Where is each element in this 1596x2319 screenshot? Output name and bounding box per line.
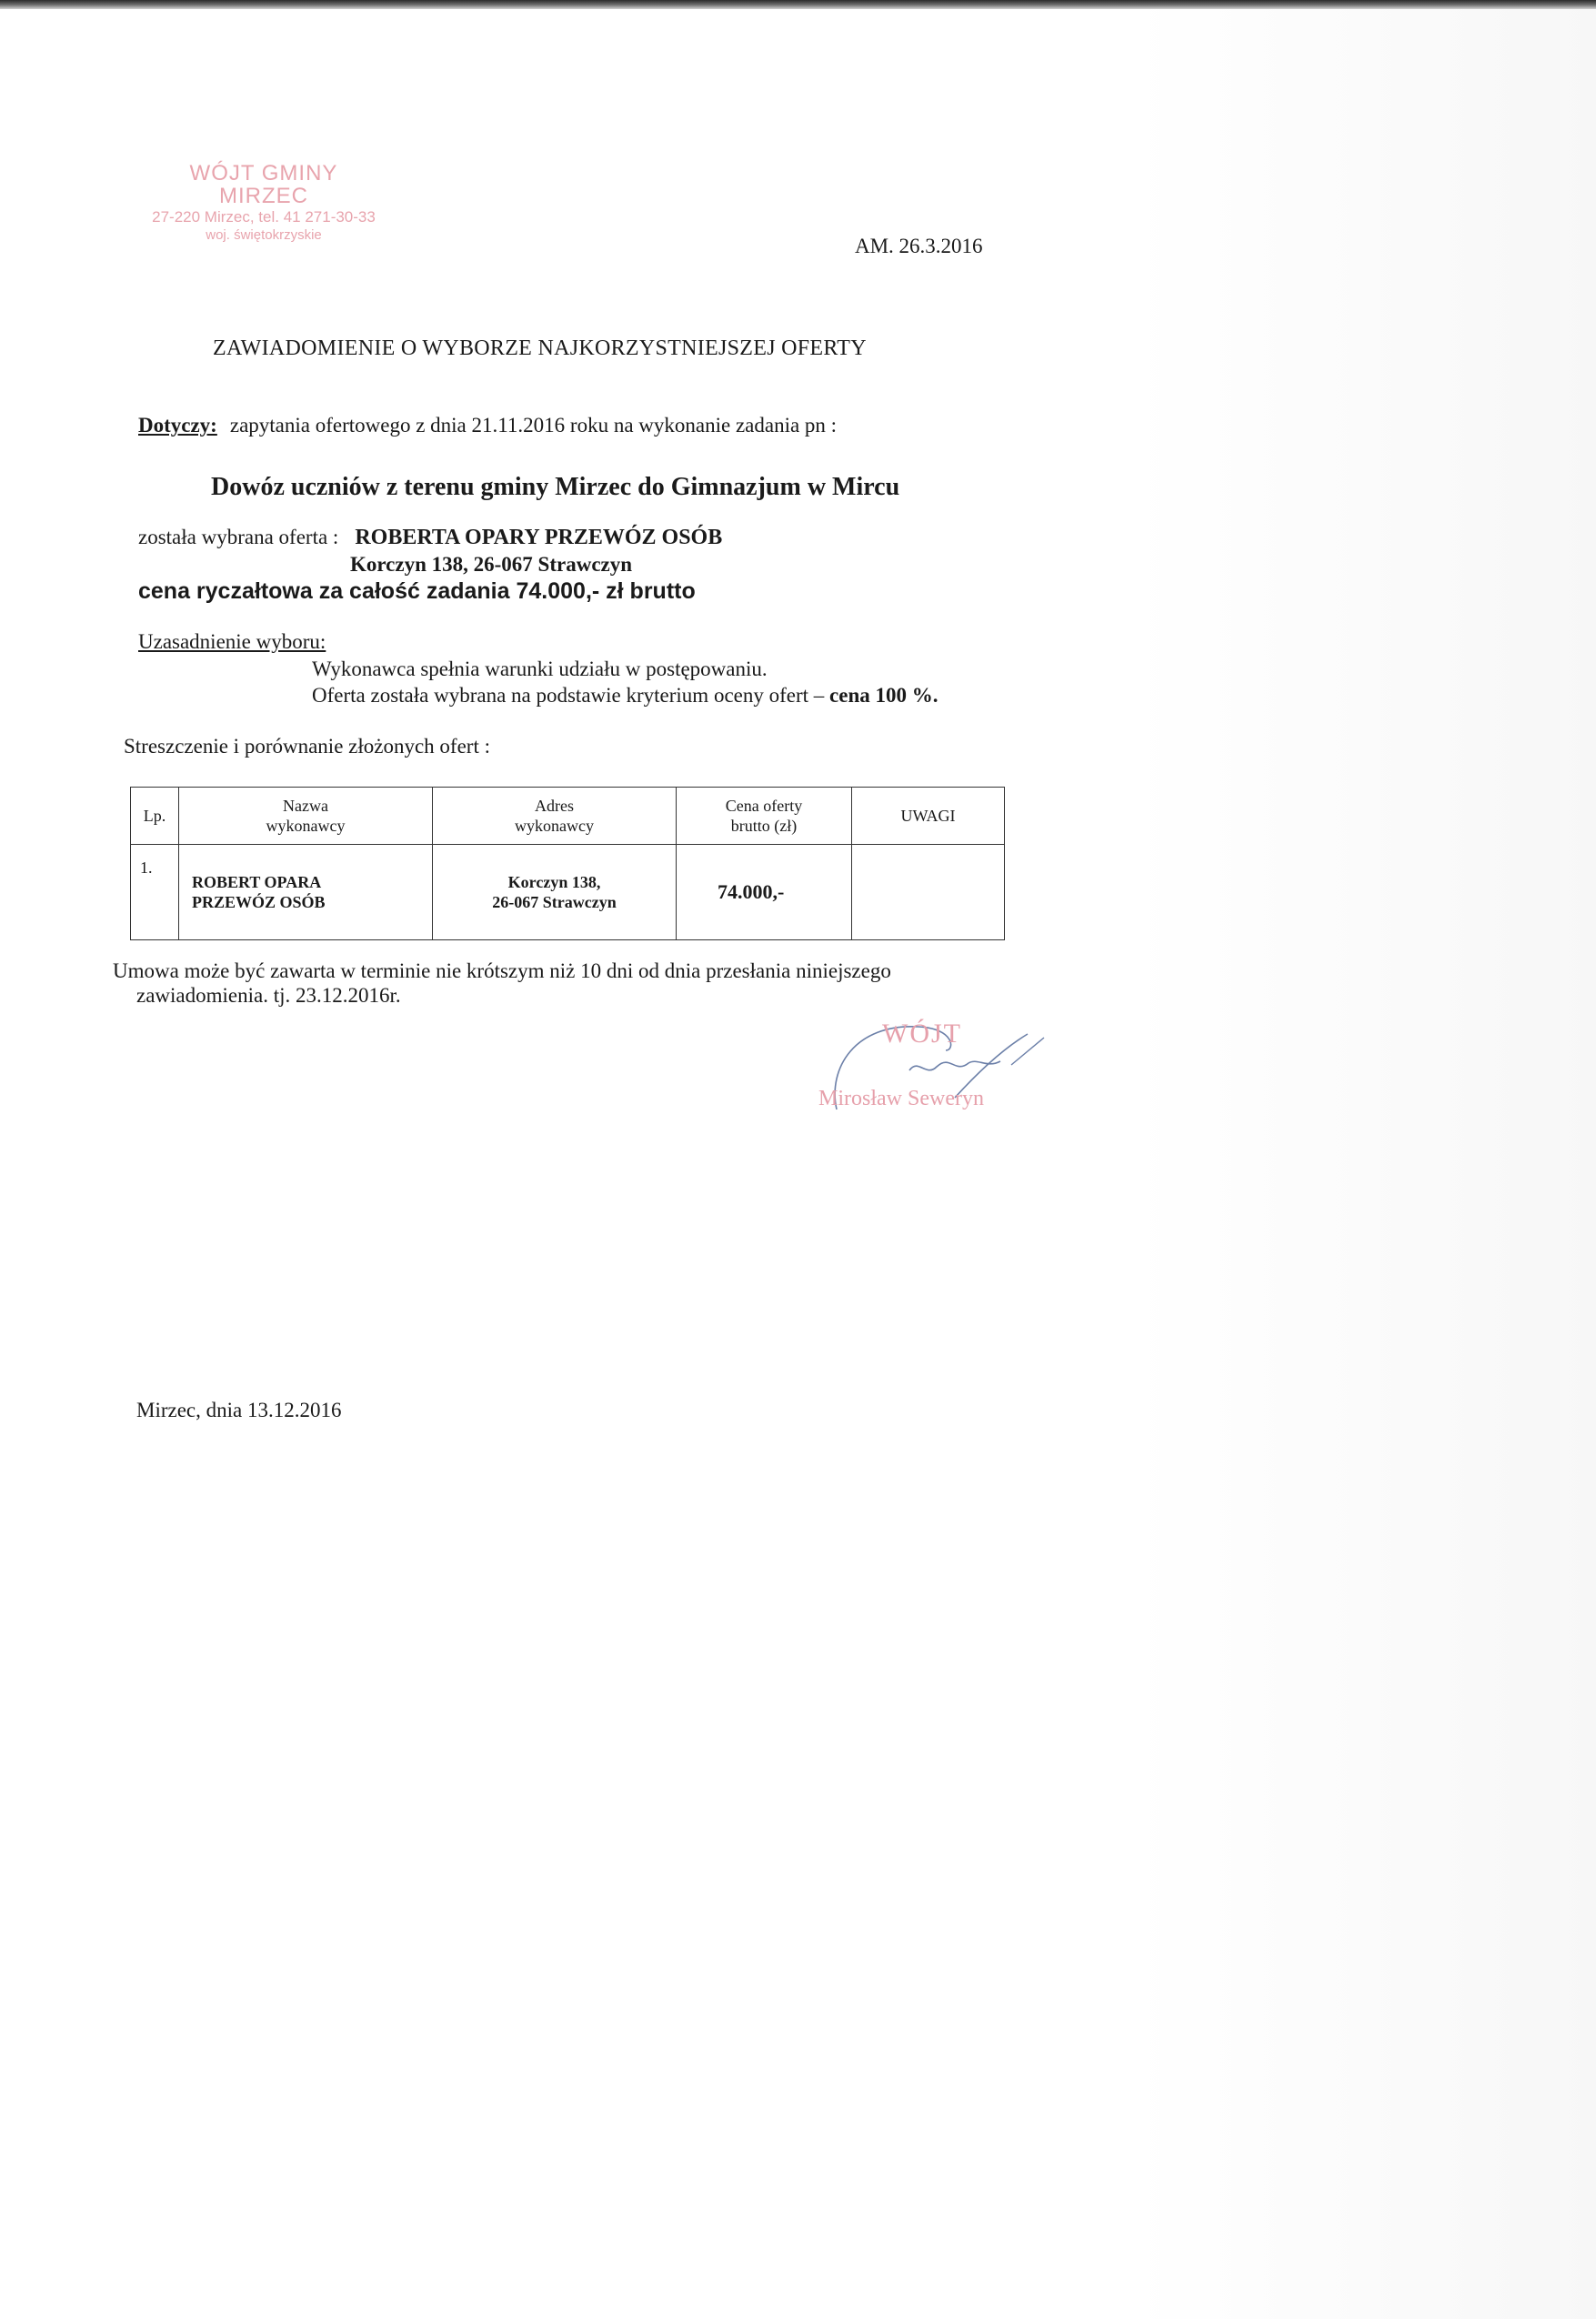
justification-line-2-text: Oferta została wybrana na podstawie kryterium oceny ofert – bbox=[312, 684, 825, 707]
cell-address-line-1: Korczyn 138, bbox=[507, 873, 601, 891]
justification-line-2 bbox=[312, 684, 939, 708]
justification-heading: Uzasadnienie wyboru: bbox=[138, 630, 326, 653]
reference-number: AM. 26.3.2016 bbox=[855, 235, 983, 257]
subject-line bbox=[138, 414, 837, 437]
contract-note-line-1: Umowa może być zawarta w terminie nie krótszym niż 10 dni od dnia przesłania niniejszego bbox=[113, 959, 891, 982]
chosen-offer-label: została wybrana oferta : bbox=[138, 526, 339, 548]
task-name: Dowóz uczniów z terenu gminy Mirzec do Gimnazjum w Mircu bbox=[211, 473, 900, 501]
table-header-row bbox=[131, 788, 1005, 845]
header-name bbox=[179, 788, 433, 845]
cell-address-line-2: 26-067 Strawczyn bbox=[492, 893, 617, 911]
chosen-offer-line bbox=[138, 526, 722, 550]
cell-lp: 1. bbox=[131, 845, 179, 940]
header-price-line-2: brutto (zł) bbox=[730, 817, 798, 835]
office-stamp bbox=[127, 162, 400, 244]
justification-criterion: cena 100 %. bbox=[829, 684, 939, 707]
scan-page-shade bbox=[1132, 9, 1596, 2319]
stamp-line-1: WÓJT GMINY bbox=[189, 161, 338, 186]
contract-note-line-2: zawiadomienia. tj. 23.12.2016r. bbox=[136, 984, 401, 1007]
header-address-line-1: Adres bbox=[535, 797, 574, 815]
stamp-line-3: 27-220 Mirzec, tel. 41 271-30-33 bbox=[152, 208, 376, 226]
cell-name-line-1: ROBERT OPARA bbox=[192, 873, 322, 891]
header-name-line-1: Nazwa bbox=[283, 797, 328, 815]
summary-heading: Streszczenie i porównanie złożonych ofert : bbox=[124, 735, 490, 758]
justification-line-1: Wykonawca spełnia warunki udziału w postępowaniu. bbox=[312, 658, 768, 680]
cell-name-line-2: PRZEWÓZ OSÓB bbox=[192, 893, 326, 911]
cell-offer-price: 74.000,- bbox=[677, 845, 852, 940]
cell-contractor-name bbox=[179, 845, 433, 940]
table-row bbox=[131, 845, 1005, 940]
header-price-line-1: Cena oferty bbox=[725, 797, 803, 815]
cell-notes bbox=[852, 845, 1005, 940]
scan-top-edge bbox=[0, 0, 1596, 9]
stamp-line-2: MIRZEC bbox=[219, 184, 308, 208]
chosen-contractor-name: ROBERTA OPARY PRZEWÓZ OSÓB bbox=[355, 526, 723, 549]
header-name-line-2: wykonawcy bbox=[266, 817, 346, 835]
header-address bbox=[433, 788, 677, 845]
place-and-date: Mirzec, dnia 13.12.2016 bbox=[136, 1399, 342, 1421]
signature-name: Mirosław Seweryn bbox=[818, 1087, 984, 1110]
chosen-contractor-address: Korczyn 138, 26-067 Strawczyn bbox=[350, 553, 633, 576]
offers-table bbox=[130, 787, 1005, 940]
cell-contractor-address bbox=[433, 845, 677, 940]
subject-text: zapytania ofertowego z dnia 21.11.2016 roku na wykonanie zadania pn : bbox=[229, 414, 838, 437]
chosen-offer-price: cena ryczałtowa za całość zadania 74.000,- zł brutto bbox=[138, 578, 696, 604]
signature-title: WÓJT bbox=[882, 1019, 962, 1049]
header-lp: Lp. bbox=[131, 788, 179, 845]
header-address-line-2: wykonawcy bbox=[515, 817, 594, 835]
document-title: ZAWIADOMIENIE O WYBORZE NAJKORZYSTNIEJSZEJ OFERTY bbox=[213, 336, 867, 360]
stamp-line-4: woj. świętokrzyskie bbox=[206, 227, 322, 243]
subject-label: Dotyczy: bbox=[138, 414, 217, 437]
header-notes: UWAGI bbox=[852, 788, 1005, 845]
header-price bbox=[677, 788, 852, 845]
